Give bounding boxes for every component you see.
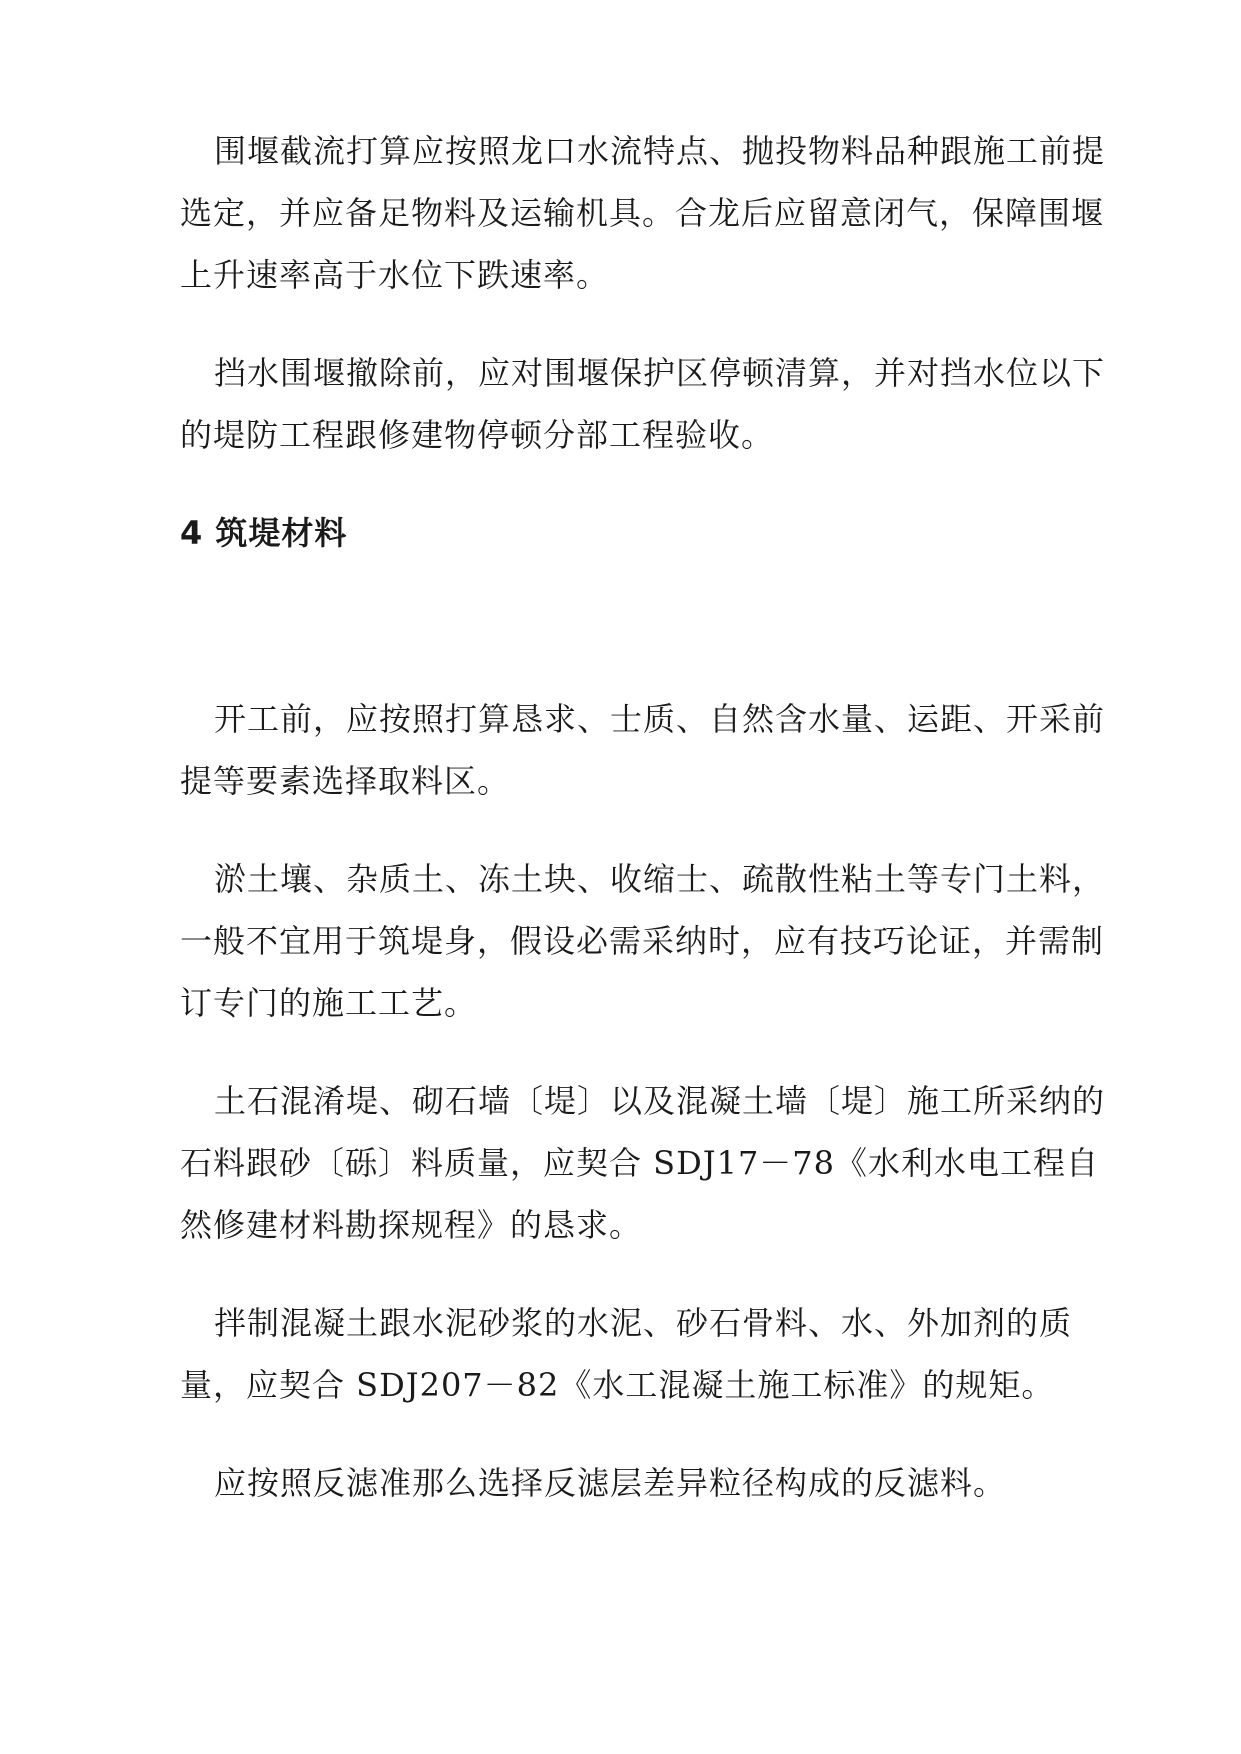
section-heading: 4 筑堤材料: [180, 514, 348, 552]
document-body: [180, 120, 1110, 1550]
section-spacer: [180, 564, 1110, 688]
paragraph-special-soils: 淤土壤、杂质土、冻土块、收缩士、疏散性粘土等专门土料，一般不宜用于筑堤身，假设必需采纳时，应有技巧论证，并需制订专门的施工工艺。: [180, 860, 1106, 1022]
paragraph-cofferdam-closure: 围堰截流打算应按照龙口水流特点、抛投物料品种跟施工前提选定，并应备足物料及运输机具。合龙后应留意闭气，保障围堰上升速率高于水位下跌速率。: [180, 132, 1106, 294]
paragraph-filter-materials: 应按照反滤准那么选择反滤层差异粒径构成的反滤料。: [214, 1464, 1007, 1502]
paragraph-cofferdam-removal: 挡水围堰撤除前，应对围堰保护区停顿清算，并对挡水位以下的堤防工程跟修建物停顿分部工程验收。: [180, 354, 1106, 454]
paragraph-concrete-materials: 拌制混凝土跟水泥砂浆的水泥、砂石骨料、水、外加剂的质量，应契合 SDJ207－82《水工混凝土施工标准》的规矩。: [180, 1304, 1073, 1404]
paragraph-borrow-area: 开工前，应按照打算恳求、士质、自然含水量、运距、开采前提等要素选择取料区。: [180, 700, 1106, 800]
paragraph-stone-materials: 土石混淆堤、砌石墙〔堤〕以及混凝土墙〔堤〕施工所采纳的石料跟砂〔砾〕料质量，应契合 SDJ17－78《水利水电工程自然修建材料勘探规程》的恳求。: [180, 1082, 1106, 1244]
